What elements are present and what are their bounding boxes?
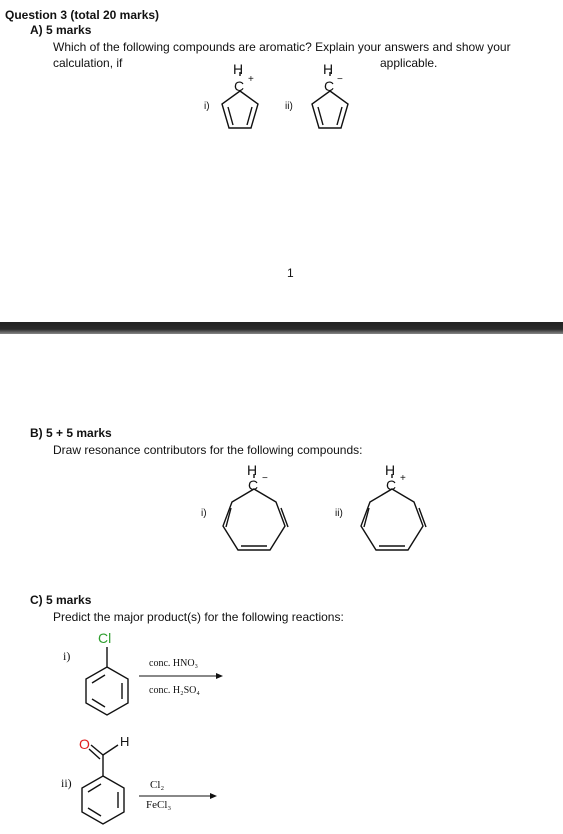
a-ii-charge: − bbox=[337, 74, 343, 85]
b-i-charge: − bbox=[262, 473, 268, 484]
a-i-atom-h: H bbox=[233, 61, 244, 77]
page-number: 1 bbox=[287, 266, 294, 280]
part-c-label-ii: ii) bbox=[61, 776, 72, 790]
part-a-header: A) 5 marks bbox=[30, 23, 92, 37]
reagent-1-bottom: conc. H₂SO₄ bbox=[149, 685, 200, 696]
c-ii-oxygen: O bbox=[79, 736, 90, 752]
benzaldehyde bbox=[82, 745, 124, 824]
part-a-instruction-line1: Which of the following compounds are aromatic? Explain your answers and show your bbox=[53, 40, 511, 54]
a-i-atom-c: C bbox=[234, 78, 245, 94]
part-a-instruction-line2: calculation, if bbox=[53, 56, 123, 70]
part-b-header: B) 5 + 5 marks bbox=[30, 426, 112, 440]
b-ii-atom-c: C bbox=[386, 477, 397, 493]
b-i-atom-c: C bbox=[248, 477, 259, 493]
page-divider bbox=[0, 322, 563, 334]
c-ii-hydrogen: H bbox=[120, 734, 130, 749]
a-ii-atom-c: C bbox=[324, 78, 335, 94]
part-c-instruction: Predict the major product(s) for the following reactions: bbox=[53, 610, 344, 624]
a-i-charge: + bbox=[248, 74, 254, 85]
reagent-2-bottom: FeCl₃ bbox=[146, 799, 172, 811]
reagent-2-top: Cl₂ bbox=[150, 779, 165, 791]
question-title: Question 3 (total 20 marks) bbox=[5, 8, 160, 22]
part-a-label-ii: ii) bbox=[285, 101, 293, 112]
b-i-atom-h: H bbox=[247, 462, 258, 478]
reagent-1-top: conc. HNO₃ bbox=[149, 658, 199, 669]
part-c-header: C) 5 marks bbox=[30, 593, 92, 607]
c-i-chlorine: Cl bbox=[98, 630, 112, 646]
part-c-label-i: i) bbox=[63, 649, 71, 663]
reaction-arrow-1 bbox=[139, 673, 223, 679]
part-b-label-i: i) bbox=[201, 508, 207, 519]
part-a-instruction-word: applicable. bbox=[380, 56, 438, 70]
part-b-instruction: Draw resonance contributors for the following compounds: bbox=[53, 443, 363, 457]
b-ii-atom-h: H bbox=[385, 462, 396, 478]
part-a-label-i: i) bbox=[204, 101, 210, 112]
b-ii-charge: + bbox=[400, 473, 406, 484]
chlorobenzene bbox=[86, 647, 128, 715]
part-b-label-ii: ii) bbox=[335, 508, 343, 519]
a-ii-atom-h: H bbox=[323, 61, 334, 77]
